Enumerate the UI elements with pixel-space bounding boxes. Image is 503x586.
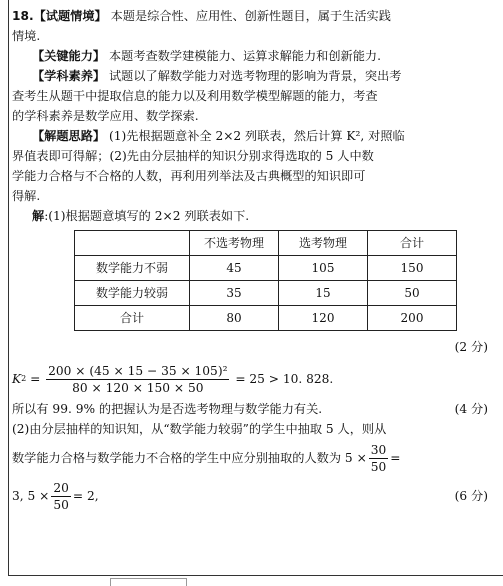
table-cell: 15 xyxy=(279,281,368,306)
table-header-row xyxy=(75,231,457,256)
table-row xyxy=(75,306,457,331)
table-cell: 数学能力不弱 xyxy=(75,256,190,281)
fraction-denominator: 50 xyxy=(53,497,69,512)
formula-rhs: = 25 > 10. 828. xyxy=(235,372,334,386)
solution-label: 解 xyxy=(32,209,45,223)
section-label: 【试题情境】 xyxy=(33,9,107,23)
fraction-30-50 xyxy=(369,442,389,475)
section-label: 【学科素养】 xyxy=(32,69,106,83)
conclusion-text: 所以有 99. 9% 的把握认为是否选考物理与数学能力有关. xyxy=(12,402,323,416)
fraction-20-50 xyxy=(51,480,71,513)
part2-line3-expr xyxy=(12,480,99,513)
table-cell: 150 xyxy=(368,256,457,281)
table-cell: 120 xyxy=(279,306,368,331)
part2-line3 xyxy=(12,477,496,515)
part2-line2-pre: 数学能力合格与数学能力不合格的学生中应分别抽取的人数为 5 × xyxy=(12,451,367,465)
formula-fraction xyxy=(46,363,229,396)
table-cell: 80 xyxy=(190,306,279,331)
formula-lhs-sup: 2 xyxy=(21,374,27,383)
part2-line2 xyxy=(12,439,496,477)
formula-denominator: 80 × 120 × 150 × 50 xyxy=(72,380,204,395)
table-cell: 数学能力较弱 xyxy=(75,281,190,306)
page-frame-bottom xyxy=(8,575,503,576)
score-2: (2 分) xyxy=(454,340,488,354)
section-text: 本题考查数学建模能力、运算求解能力和创新能力. xyxy=(109,49,381,63)
section-literacy-cont2: 的学科素养是数学应用、数学探索. xyxy=(12,109,199,123)
section-approach-cont2: 学能力合格与不合格的人数，再利用列举法及古典概型的知识即可 xyxy=(12,169,366,183)
section-text: 本题是综合性、应用性、创新性题目，属于生活实践 xyxy=(110,9,391,23)
part2-line3-post: = 2, xyxy=(72,489,99,503)
score-6: (6 分) xyxy=(454,489,488,503)
section-approach-cont: 界值表即可得解；(2)先由分层抽样的知识分别求得选取的 5 人中数 xyxy=(12,149,374,163)
part2-line3-pre: 3, 5 × xyxy=(12,489,50,503)
table-cell: 105 xyxy=(279,256,368,281)
section-key-ability xyxy=(12,46,496,66)
contingency-table xyxy=(74,230,457,331)
section-text: 试题以了解数学能力对选考物理的影响为背景，突出考 xyxy=(109,69,402,83)
part2-line1: (2)由分层抽样的知识知，从“数学能力较弱”的学生中抽取 5 人，则从 xyxy=(12,422,387,436)
section-label: 【关键能力】 xyxy=(32,49,106,63)
section-approach-cont3: 得解. xyxy=(12,189,41,203)
document-body xyxy=(12,6,496,515)
table-cell: 合计 xyxy=(368,231,457,256)
table-cell: 选考物理 xyxy=(279,231,368,256)
solution-intro xyxy=(12,206,496,226)
formula-numerator: 200 × (45 × 15 − 35 × 105)² xyxy=(48,363,228,378)
section-literacy xyxy=(12,66,496,86)
table-cell: 合计 xyxy=(75,306,190,331)
formula-lhs: K xyxy=(12,372,22,386)
table-row xyxy=(75,256,457,281)
section-scenario-cont: 情境. xyxy=(12,29,41,43)
fraction-numerator: 20 xyxy=(53,480,69,495)
score-4: (4 分) xyxy=(454,402,488,416)
table-cell: 不选考物理 xyxy=(190,231,279,256)
table-cell: 50 xyxy=(368,281,457,306)
part2-line2-post: = xyxy=(390,451,401,465)
page-frame-left xyxy=(8,0,9,575)
table-cell: 35 xyxy=(190,281,279,306)
conclusion-row xyxy=(12,399,496,419)
section-approach xyxy=(12,126,496,146)
table-row xyxy=(75,281,457,306)
fraction-denominator: 50 xyxy=(370,459,387,474)
question-number: 18. xyxy=(12,9,34,23)
section-literacy-cont: 查考生从题干中提取信息的能力以及利用数学模型解题的能力，考查 xyxy=(12,89,378,103)
chi-square-formula: K 2 = $\frac{\text{200 × (45 × 15 − 35 × 105)²}}{80 \times 120 \times 150 \times 50}$ = 25 > 10. 828. xyxy=(12,363,334,395)
section-label: 【解题思路】 xyxy=(32,129,106,143)
fraction-numerator: 30 xyxy=(370,442,387,457)
section-scenario xyxy=(12,6,496,26)
table-cell: 200 xyxy=(368,306,457,331)
table-cell xyxy=(75,231,190,256)
table-cell: 45 xyxy=(190,256,279,281)
solution-intro-text: :(1)根据题意填写的 2×2 列联表如下. xyxy=(44,209,250,223)
section-text: (1)先根据题意补全 2×2 列联表，然后计算 K², 对照临 xyxy=(109,129,405,143)
